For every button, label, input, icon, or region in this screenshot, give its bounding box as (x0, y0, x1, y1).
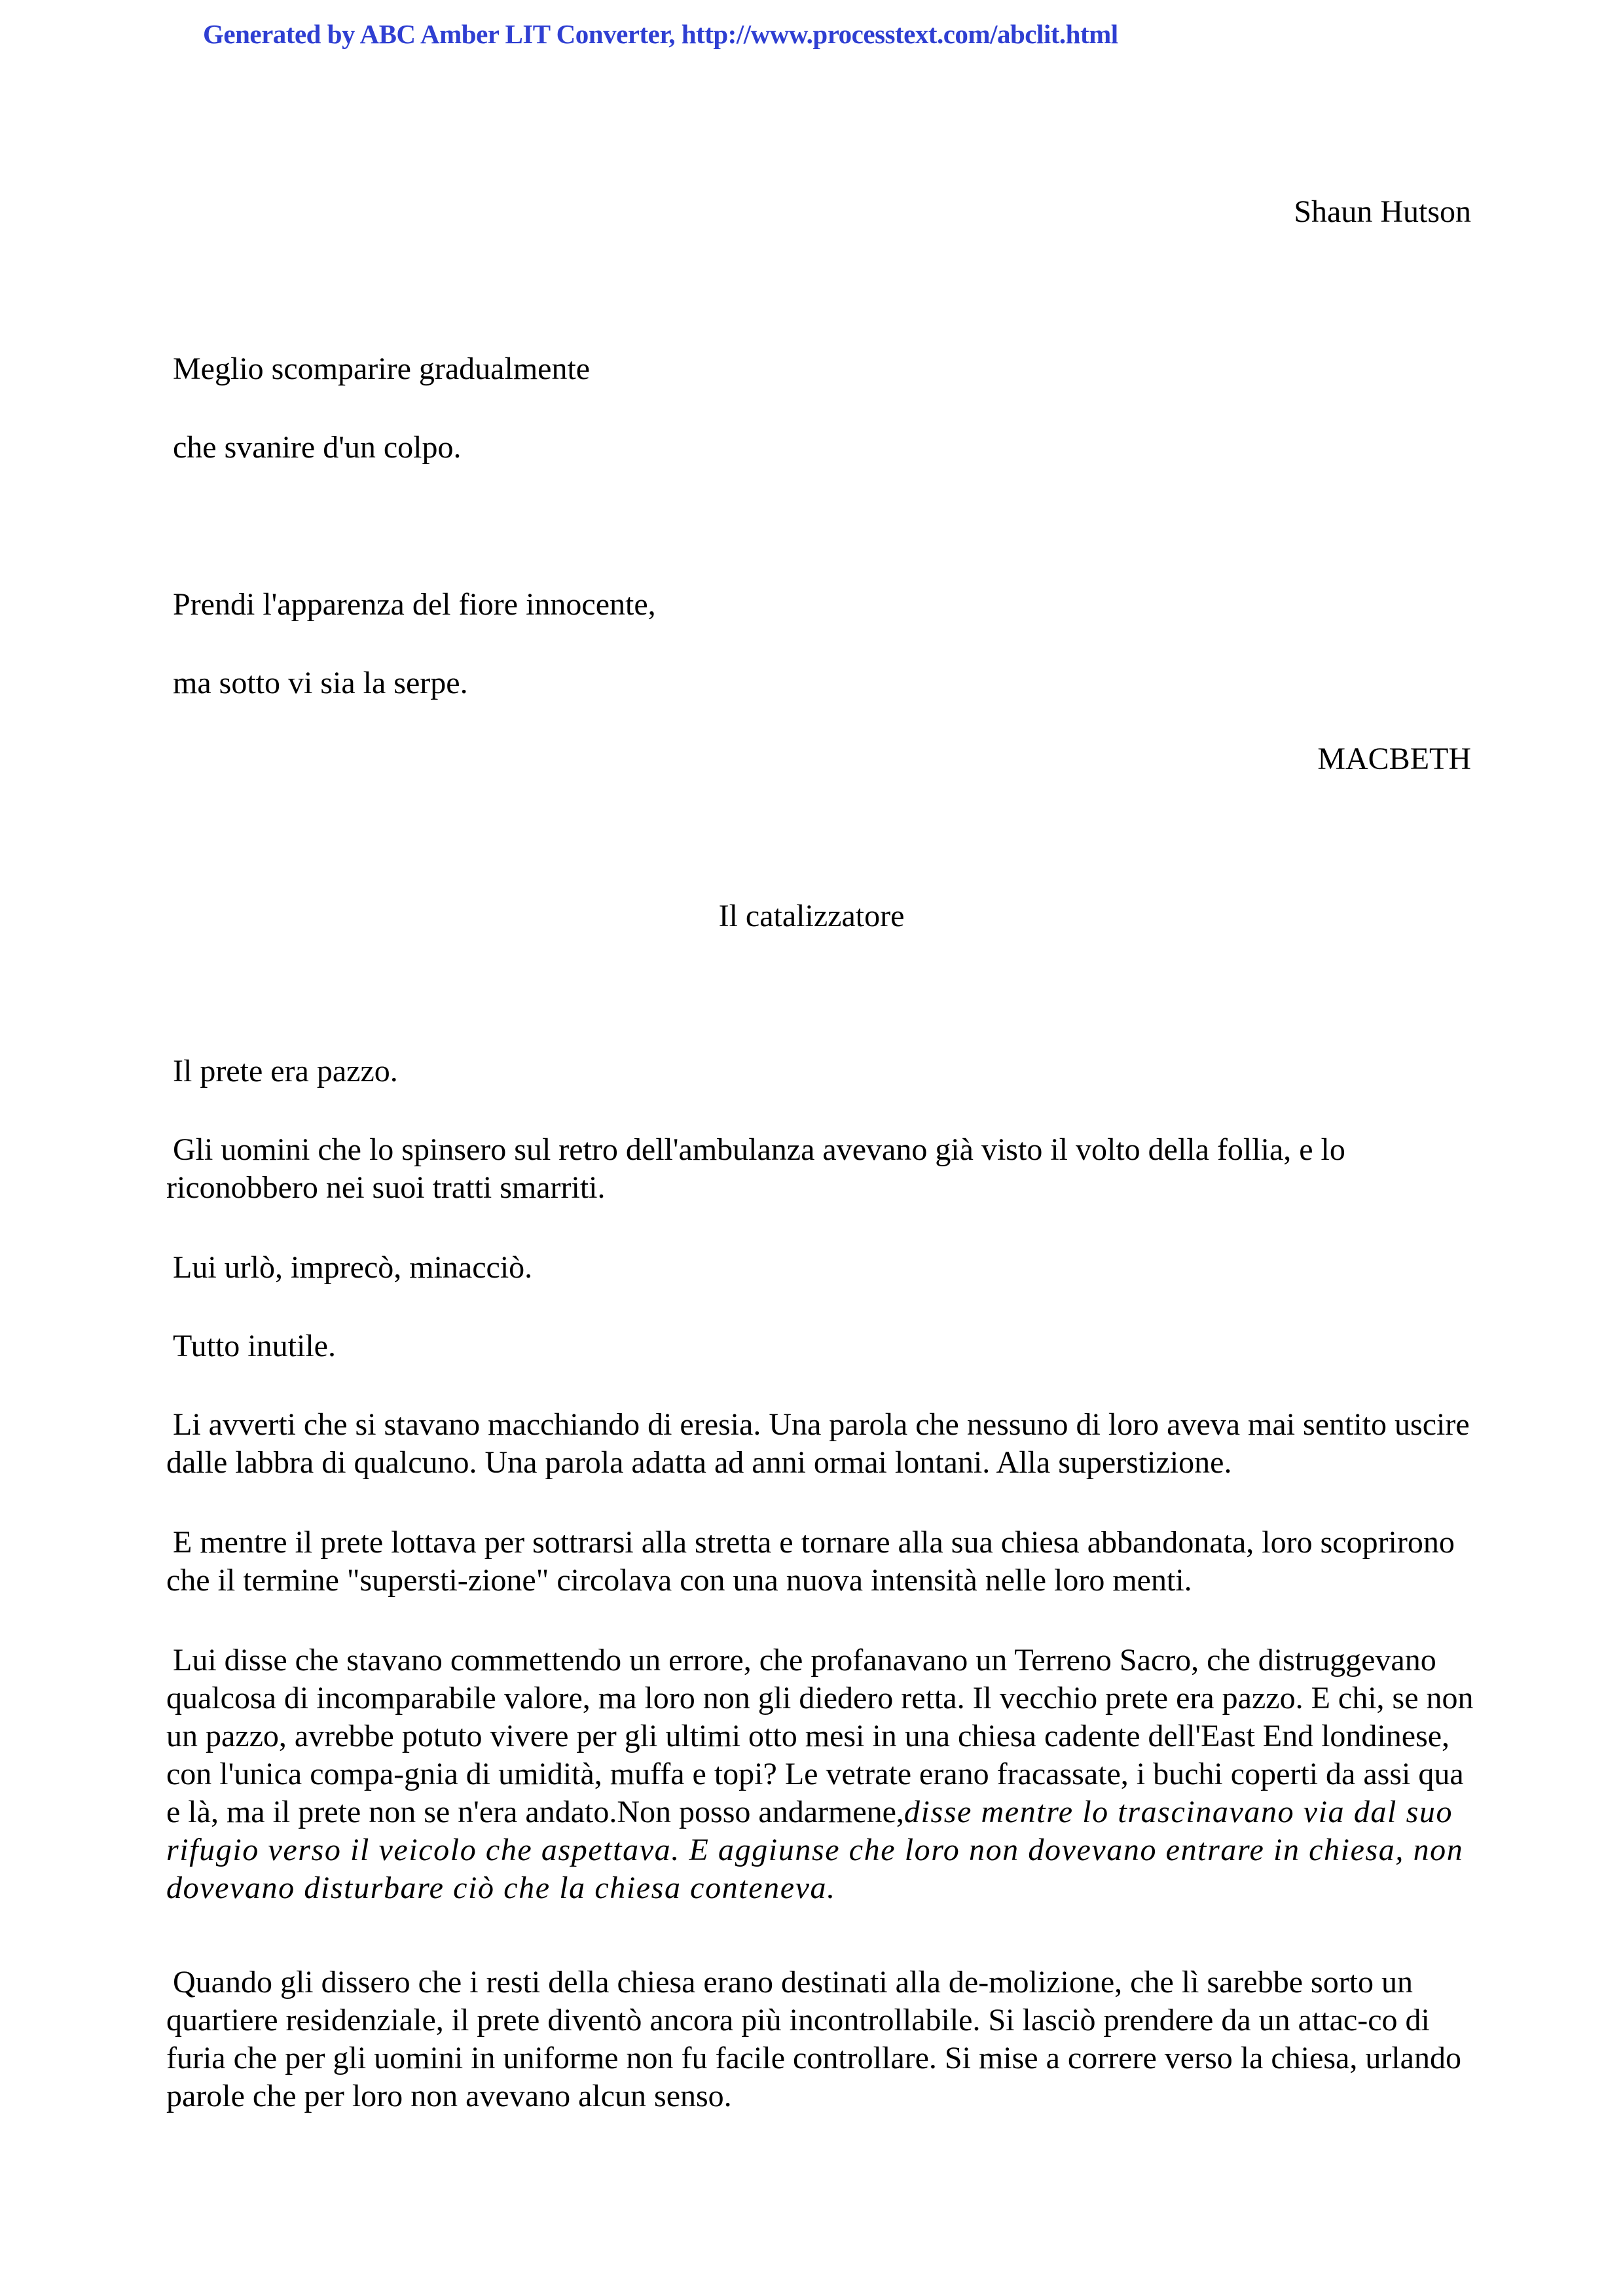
epigraph-attribution: MACBETH (1317, 742, 1471, 776)
epigraph-line: che svanire d'un colpo. (173, 430, 462, 465)
paragraph: Gli uomini che lo spinsero sul retro dell'ambulanza avevano già visto il volto della follia, e lo riconobbero nei suoi tratti smarriti. (166, 1132, 1345, 1205)
author-name: Shaun Hutson (1294, 194, 1471, 229)
paragraph: Il prete era pazzo. (173, 1054, 398, 1088)
paragraph: Li avverti che si stavano macchiando di eresia. Una parola che nessuno di loro aveva mai sentito uscire dalle labbra di qualcuno. Una parola adatta ad anni ormai lontani. Alla superstizione. (166, 1407, 1470, 1480)
paragraph-text: Lui disse che stavano commettendo un errore, che profanavano un Terreno Sacro, che distruggevano qualcosa di incomparabile valore, ma loro non gli diedero retta. Il vecchio prete era pazzo. E chi, se non un pazzo, avrebbe potuto vivere per gli ultimi otto mesi in una chiesa cadente dell'East End londinese, con l'unica compa-gnia di umidità, muffa e topi? Le vetrate erano fracassate, i buchi coperti da assi qua e là, ma il prete non se n'era andato.Non posso andarmene, (166, 1643, 1474, 1829)
chapter-title: Il catalizzatore (718, 899, 905, 933)
paragraph: E mentre il prete lottava per sottrarsi alla stretta e tornare alla sua chiesa abbandonata, loro scoprirono che il termine "supersti-zione" circolava con una nuova intensità nelle loro menti. (166, 1525, 1455, 1598)
paragraph: Tutto inutile. (173, 1329, 336, 1363)
paragraph (166, 1641, 1476, 1907)
epigraph-line: Meglio scomparire gradualmente (173, 351, 591, 386)
paragraph: Lui urlò, imprecò, minacciò. (173, 1250, 533, 1285)
converter-banner: Generated by ABC Amber LIT Converter, http://www.processtext.com/abclit.html (203, 19, 1118, 49)
epigraph-line: ma sotto vi sia la serpe. (173, 666, 468, 700)
paragraph-italic-text: disse mentre lo trascinavano via dal suo rifugio verso il veicolo che aspettava. E aggiunse che loro non dovevano entrare in chiesa, non dovevano disturbare ciò che la chiesa conteneva. (166, 1795, 1464, 1905)
epigraph-line: Prendi l'apparenza del fiore innocente, (173, 587, 656, 622)
paragraph: Quando gli dissero che i resti della chiesa erano destinati alla de-molizione, che lì sarebbe sorto un quartiere residenziale, il prete diventò ancora più incontrollabile. Si lasciò prendere da un attac-co di furia che per gli uomini in uniforme non fu facile controllare. Si mise a correre verso la chiesa, urlando parole che per loro non avevano alcun senso. (166, 1965, 1461, 2113)
